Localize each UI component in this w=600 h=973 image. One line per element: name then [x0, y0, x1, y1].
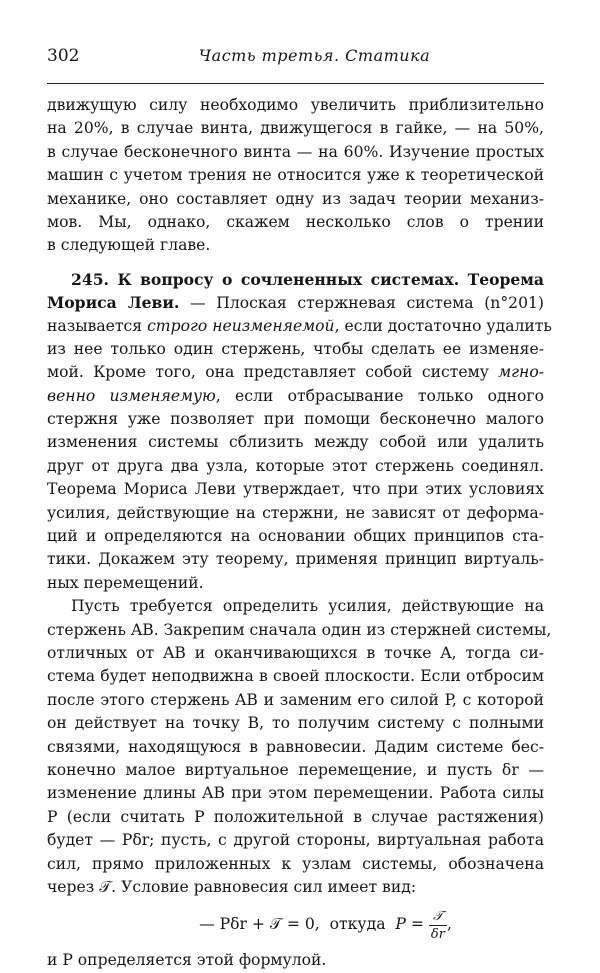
text-line: конечно малое виртуальное перемещение, и пусть δr —: [47, 760, 544, 779]
text-line: через 𝒯. Условие равновесия сил имеет вид:: [47, 877, 417, 896]
text-line: усилия, действующие на стержни, не зависят от деформа-: [47, 503, 544, 522]
fraction-denominator: δr: [430, 926, 445, 942]
text-line: из нее только один стержень, чтобы сделать ее изменяе-: [47, 339, 544, 358]
section-heading: 245. К вопросу о сочлененных системах. Теорема: [71, 269, 544, 289]
equation-word: откуда: [329, 915, 386, 934]
text-line: механике, оно составляет одну из задач теории механиз-: [47, 189, 544, 208]
text-line: изменения системы сблизить между собой или удалить: [47, 433, 544, 452]
text-line: называется строго неизменяемой, если достаточно удалить: [47, 316, 552, 335]
text-line: стержень AB. Закрепим сначала один из стержней системы,: [47, 620, 552, 639]
page-body: [47, 94, 552, 973]
text-line: Мориса Леви. — Плоская стержневая система (n°201): [47, 293, 544, 313]
running-header: [47, 46, 542, 76]
term-emphasis: мгно-: [498, 363, 544, 382]
equation-tail: ,: [446, 915, 452, 934]
text-line: после этого стержень AB и заменим его силой P, с которой: [47, 690, 544, 709]
text-line: и P определяется этой формулой.: [47, 951, 327, 970]
text-line: движущую силу необходимо увеличить приблизительно: [47, 96, 544, 114]
text-line: тики. Докажем эту теорему, применяя принцип виртуаль-: [47, 550, 544, 569]
text-line: P (если считать P положительной в случае растяжения): [47, 807, 544, 826]
text-line: на 20%, в случае винта, движущегося в гайке, — на 50%,: [47, 119, 544, 138]
header-rule: [47, 83, 544, 84]
text-line: сил, прямо приложенных к узлам системы, обозначена: [47, 854, 544, 873]
equation-lhs: — Pδr + 𝒯 = 0,: [199, 915, 320, 934]
text-line: мой. Кроме того, она представляет собой систему мгно-: [47, 363, 544, 382]
text-line: мов. Мы, однако, скажем несколько слов о трении: [47, 212, 544, 231]
page-number: 302: [47, 46, 80, 66]
paragraph-gap: [47, 258, 544, 268]
fraction-numerator: 𝒯: [429, 908, 447, 926]
equation: [47, 899, 544, 949]
text-line: Теорема Мориса Леви утверждает, что при этих условиях: [47, 480, 544, 499]
text-line: Пусть требуется определить усилия, действующие на: [71, 597, 544, 616]
text-line: ций и определяются на основании общих принципов ста-: [47, 527, 544, 546]
text-line: машин с учетом трения не относится уже к теоретической: [47, 166, 544, 185]
term-emphasis: строго неизменяемой: [147, 316, 335, 335]
running-title: Часть третья. Статика: [198, 46, 431, 65]
text-line: изменение длины AB при этом перемещении. Работа силы: [47, 784, 544, 803]
text-line: ных перемещений.: [47, 573, 204, 592]
text-line: связями, находящуюся в равновесии. Дадим системе бес-: [47, 737, 544, 756]
text-line: в случае бесконечного винта — на 60%. Изучение простых: [47, 142, 544, 161]
text-line: друг от друга два узла, которые этот стержень соединял.: [47, 456, 544, 475]
section-heading-cont: Мориса Леви.: [47, 293, 180, 313]
text-line: стема будет неподвижна в своей плоскости. Если отбросим: [47, 667, 544, 686]
term-emphasis: венно изменяемую: [47, 386, 216, 405]
equation-p: P =: [395, 915, 424, 934]
text-line: отличных от AB и оканчивающихся в точке A, тогда си-: [47, 643, 544, 662]
text-line: венно изменяемую, если отбрасывание только одного: [47, 386, 544, 405]
text-line: в следующей главе.: [47, 236, 211, 255]
fraction: [429, 908, 447, 943]
text-line: будет — Pδr; пусть, с другой стороны, виртуальная работа: [47, 831, 544, 850]
text-line: стержня уже позволяет при помощи бесконечно малого: [47, 410, 544, 429]
text-line: он действует на точку B, то получим систему с полными: [47, 714, 544, 733]
